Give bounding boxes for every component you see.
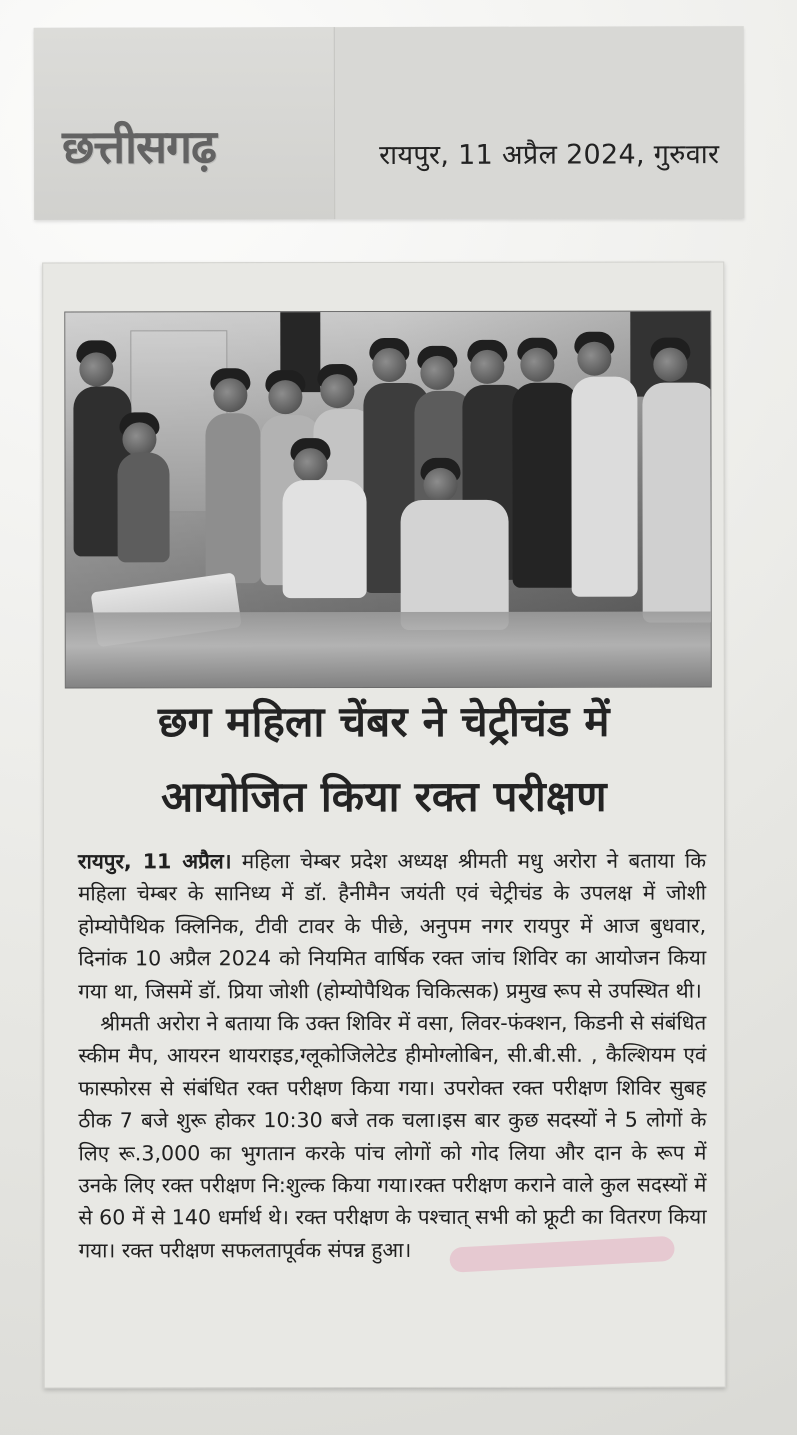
article-headline-line-1: छग महिला चेंबर ने चेट्रीचंड में [157,696,610,747]
masthead-logo-panel [34,27,336,220]
article-paragraph-1-text: महिला चेम्बर प्रदेश अध्यक्ष श्रीमती मधु अरोरा ने बताया कि महिला चेम्बर के सानिध्य में डॉ. हैनीमैन जयंती एवं चेट्रीचंड के उपलक्ष में जोशी होम्योपैथिक क्लिनिक, टीवी टावर के पीछे, अनुपम नगर रायपुर में आज बुधवार, दिनांक 10 अप्रैल 2024 को नियमित वार्षिक रक्त जांच शिविर का आयोजन किया गया था, जिसमें डॉ. प्रिया जोशी (होम्योपैथिक चिकित्सक) प्रमुख रूप से उपस्थित थी। [78,848,707,1004]
article-clipping [42,262,726,1389]
article-paragraph-1 [78,845,706,1008]
article-paragraph-2: श्रीमती अरोरा ने बताया कि उक्त शिविर में वसा, लिवर-फंक्शन, किडनी से संबंधित स्कीम मैप, आयरन थायराइड,ग्लूकोजिलेटेड हीमोग्लोबिन, सी.बी.सी. , कैल्शियम एवं फास्फोरस से संबंधित रक्त परीक्षण किया गया। उपरोक्त रक्त परीक्षण शिविर सुबह ठीक 7 बजे शुरू होकर 10:30 बजे तक चला।इस बार कुछ सदस्यों ने 5 लोगों के लिए रू.3,000 का भुगतान करके पांच लोगों को गोद लिया और दान के रूप में उनके लिए रक्त परीक्षण नि:शुल्क किया गया।रक्त परीक्षण कराने वाले कुल सदस्यों में से 60 में से 140 धर्मार्थ थे। रक्त परीक्षण के पश्चात् सभी को फ्रूटी का वितरण किया गया। रक्त परीक्षण सफलतापूर्वक संपन्न हुआ। [78,1010,707,1263]
article-dateline: रायपुर, 11 अप्रैल। [78,849,232,874]
newspaper-logo: छत्तीसगढ़ [61,119,216,174]
masthead-date-line: रायपुर, 11 अप्रैल 2024, गुरुवार [379,139,720,172]
article-headline-line-2: आयोजित किया रक्त परीक्षण [161,771,607,822]
photo-table-front [66,612,711,688]
newspaper-masthead-clipping [34,26,745,220]
article-body [78,845,707,1267]
article-photo [64,311,712,689]
